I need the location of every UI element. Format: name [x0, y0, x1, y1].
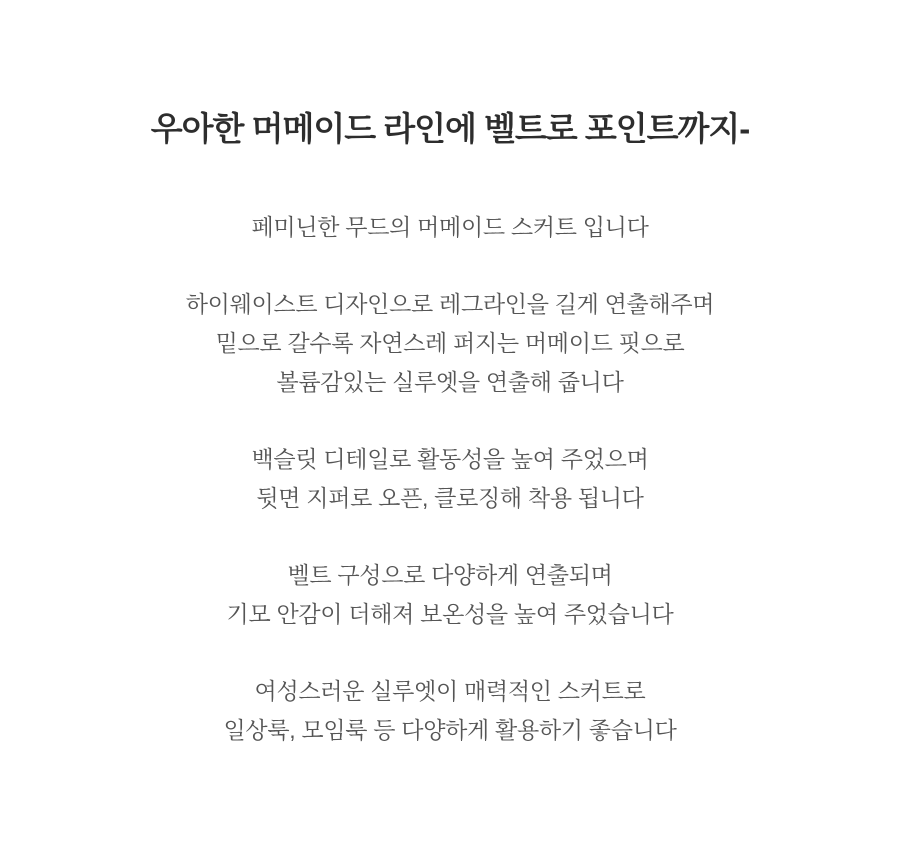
paragraph-line: 기모 안감이 더해져 보온성을 높여 주었습니다	[226, 601, 674, 627]
paragraph-line: 페미닌한 무드의 머메이드 스커트 입니다	[251, 214, 649, 240]
paragraph-line: 벨트 구성으로 다양하게 연출되며	[287, 562, 613, 588]
paragraph-line: 밑으로 갈수록 자연스레 퍼지는 머메이드 핏으로	[215, 330, 685, 356]
paragraph-line: 뒷면 지퍼로 오픈, 클로징해 착용 됩니다	[256, 485, 644, 511]
paragraph-line: 일상룩, 모임룩 등 다양하게 활용하기 좋습니다	[223, 717, 677, 743]
description-paragraph	[0, 672, 900, 750]
description-paragraph	[0, 556, 900, 634]
paragraph-line: 하이웨이스트 디자인으로 레그라인을 길게 연출해주며	[185, 291, 715, 317]
paragraph-line: 여성스러운 실루엣이 매력적인 스커트로	[254, 678, 646, 704]
paragraph-line: 볼륨감있는 실루엣을 연출해 줍니다	[276, 369, 624, 395]
page-title: 우아한 머메이드 라인에 벨트로 포인트까지-	[150, 110, 750, 147]
description-paragraph	[0, 208, 900, 247]
description-paragraph	[0, 285, 900, 402]
description-paragraph	[0, 440, 900, 518]
paragraph-line: 백슬릿 디테일로 활동성을 높여 주었으며	[251, 446, 649, 472]
